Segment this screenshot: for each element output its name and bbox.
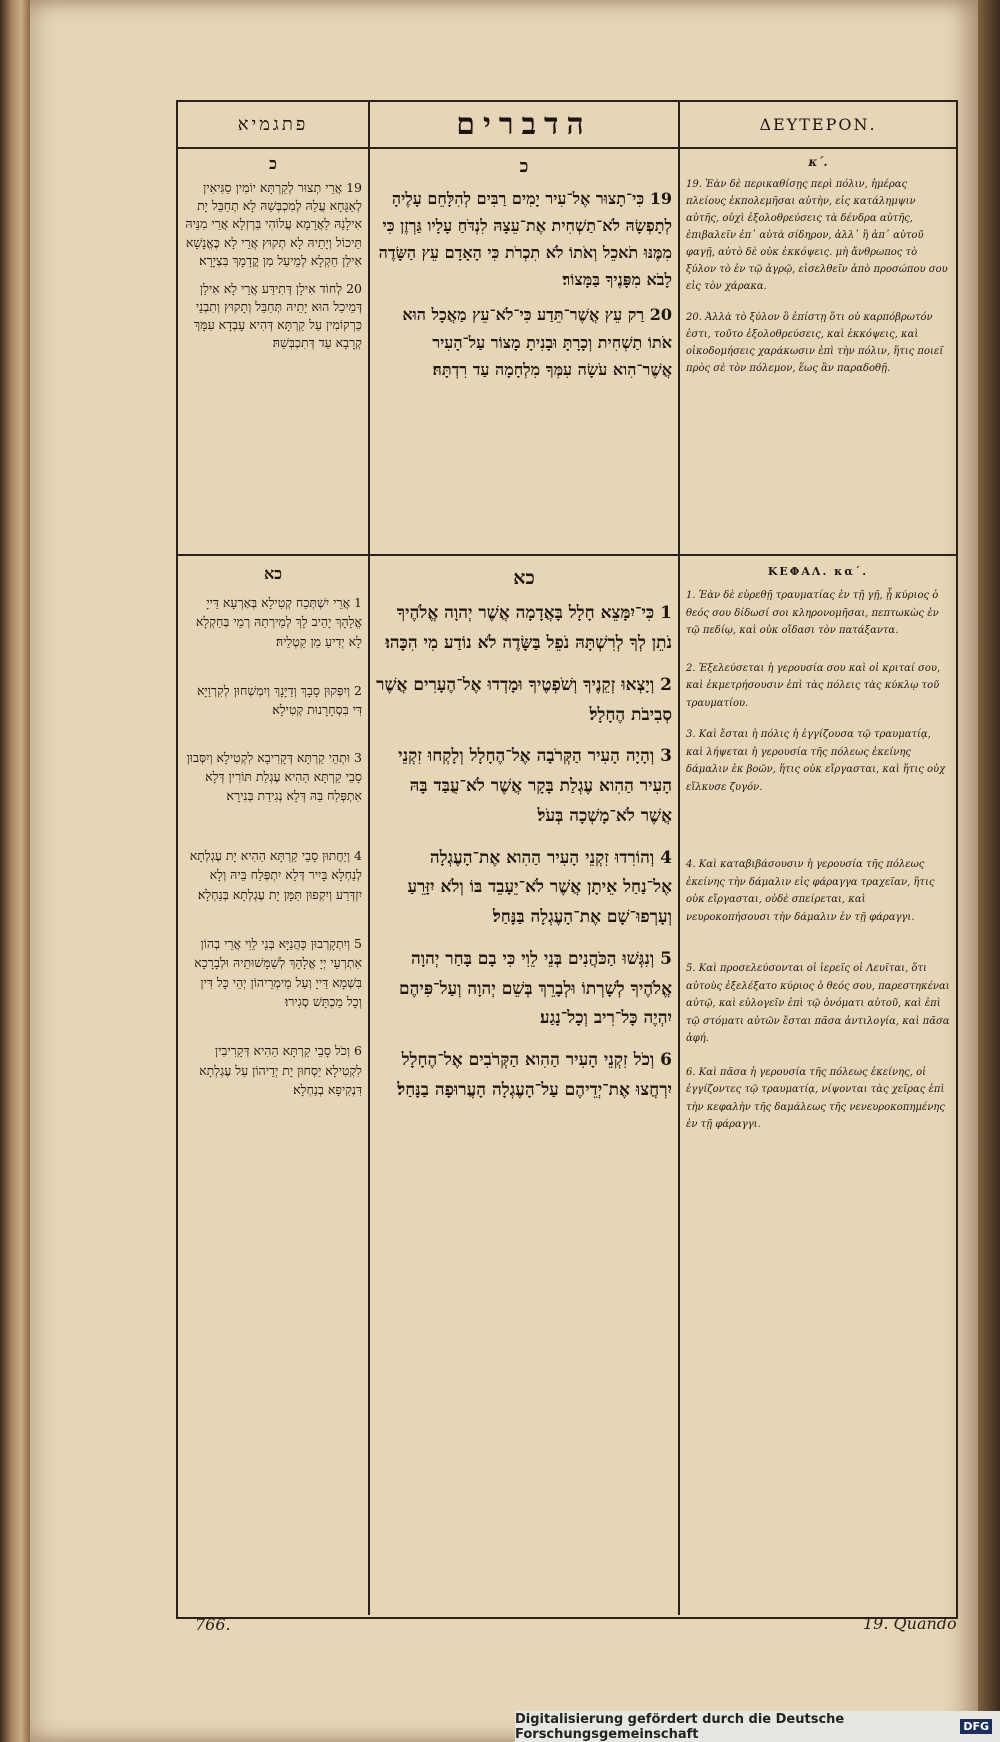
chapter-number: כא — [513, 567, 535, 589]
digitization-credit — [515, 1711, 1000, 1742]
greek-verse: 5. Καὶ προσελεύσονται οἱ ἱερεῖς οἱ Λευῖται, ὅτι αὐτοὺς ἐξελέξατο κύριος ὁ θεός σου, παρεστηκέναι αὐτῷ, καὶ εὐλογεῖν ἐπὶ τῷ ὀνόματι αὐτοῦ, καὶ ἐπὶ τῷ στόματι αὐτῶν ἔσται πᾶσα ἀντιλογία, καὶ πᾶσα ἁφή. — [686, 963, 950, 1045]
chapter-number: כא — [263, 564, 283, 583]
hebrew-chapter-21 — [376, 562, 672, 1610]
greek-header — [680, 102, 956, 149]
hebrew-verse: 19 כִּי־תָצוּר אֶל־עִיר יָמִים רַבִּים לְהִלָּחֵם עָלֶיהָ לְתָפְשָׂהּ לֹא־תַשְׁחִית אֶת־עֵצָהּ לִנְדֹּחַ עָלָיו גַּרְזֶן כִּי מִמֶּנּוּ תֹאכֵל וְאֹתוֹ לֹא תִכְרֹת כִּי הָאָדָם עֵץ הַשָּׂדֶה לָבֹא מִפָּנֶיךָ בַּמָּצוֹר׃ — [378, 188, 672, 290]
catchword: 19. Quando — [863, 1614, 957, 1633]
dfg-logo: DFG — [960, 1719, 992, 1734]
hebrew-header — [370, 102, 678, 149]
targum-verse: 3 וּתְהֵי קַרְתָּא דְּקָרִיבָא לִקְטִילָא וְיִסְּבוּן סָבֵי קַרְתָּא הַהִיא עֶגְלַת תּוֹרִין דְּלָא אִתְפְּלַח בַּהּ דְּלָא נְגִידַת בְּנִירָא׃ — [186, 749, 362, 804]
targum-verse: 1 אֲרֵי יִשְׁתְּכַח קְטִילָא בְּאַרְעָא דַּייָ אֱלָהָךְ יָהֵיב לָךְ לְמֵירְתַהּ רְמֵי בְּחַקְלָא לָא יְדִיעַ מַן קַטְלֵיהּ׃ — [195, 594, 362, 649]
hebrew-chapter-20 — [376, 152, 672, 550]
adjacent-page-edge — [978, 0, 1000, 1742]
chapter-divider — [178, 554, 956, 556]
greek-header-text: ΔΕΥΤΕΡΟΝ. — [759, 115, 877, 134]
targum-header — [178, 102, 368, 149]
targum-header-text: פתגמיא — [237, 114, 309, 135]
greek-verse: 1. Ἐὰν δὲ εὑρεθῇ τραυματίας ἐν τῇ γῇ, ᾗ κύριος ὁ θεός σου δίδωσί σοι κληρονομῆσαι, πεπτωκὼς ἐν τῷ πεδίῳ, καὶ οὐκ οἴδασι τὸν πατάξαντα. — [686, 590, 939, 637]
greek-verse: 2. Ἐξελεύσεται ἡ γερουσία σου καὶ οἱ κριταί σου, καὶ ἐκμετρήσουσιν ἐπὶ τὰς πόλεις τὰς κύκλῳ τοῦ τραυματίου. — [686, 662, 941, 709]
hebrew-verse: 20 רַק עֵץ אֲשֶׁר־תֵּדַע כִּי־לֹא־עֵץ מַאֲכָל הוּא אֹתוֹ תַשְׁחִית וְכָרָתָּ וּבָנִיתָ מָצוֹר עַל־הָעִיר אֲשֶׁר־הִוא עֹשָׂה עִמְּךָ מִלְחָמָה עַד רִדְתָּהּ׃ — [402, 305, 672, 379]
chapter-number: כ — [519, 156, 529, 177]
chapter-number: כ — [269, 154, 277, 173]
hebrew-verse: 2 וְיָצְאוּ זְקֵנֶיךָ וְשֹׁפְטֶיךָ וּמָדְדוּ אֶל־הֶעָרִים אֲשֶׁר סְבִיבֹת הֶחָלָל׃ — [376, 674, 672, 725]
targum-verse: 2 וְיִפְּקוּן סָבָךְ וְדַיָּנָךְ וְיִמְשְׁחוּן לְקִרְוַיָּא דִּי בִּסְחָרָנוּת קְטִילָא׃ — [196, 682, 362, 718]
targum-verse: 4 וְיַחֲתוּן סָבֵי קַרְתָּא הַהִיא יָת עֶגְלְתָא לְנַחְלָא בָּיִיר דְּלָא יִתְפְּלַח בֵּיהּ וְלָא יִזְדְּרַע וְיִקְפוּן תַּמָּן יָת עֶגְלְתָא בְּנַחְלָא׃ — [189, 847, 362, 902]
targum-verse: 19 אֲרֵי תְצוּר לְקַרְתָּא יוֹמִין סַגִּיאִין לְאַגָּחָא עֲלַהּ לְמִכְבְּשַׁהּ לָא תְחַבֵּל יָת אִילָנַהּ לַאֲרָמָא עֲלוֹהִי בַּרְזְלָא אֲרֵי מִנֵּיהּ תֵּיכוֹל וְיָתֵיהּ לָא תְקוּץ אֲרֵי לָא כֶּאֱנָשָׁא אִילַן חַקְלָא לְמֵיעַל מִן קֳדָמָךְ בִּצְיָרָא׃ — [185, 180, 362, 268]
greek-verse: 4. Καὶ καταβιβάσουσιν ἡ γερουσία τῆς πόλεως ἐκείνης τὴν δάμαλιν εἰς φάραγγα τραχεῖαν, ἥτις οὐκ εἴργασται, οὐδὲ σπείρεται, καὶ νευροκοπήσουσι τὴν δάμαλιν ἐν τῇ φάραγγι. — [686, 859, 935, 923]
greek-chapter-21 — [686, 562, 950, 1610]
targum-chapter-21 — [184, 562, 362, 1610]
hebrew-verse: 3 וְהָיָה הָעִיר הַקְּרֹבָה אֶל־הֶחָלָל וְלָקְחוּ זִקְנֵי הָעִיר הַהִוא עֶגְלַת בָּקָר אֲשֶׁר לֹא־עֻבַּד בָּהּ אֲשֶׁר לֹא־מָשְׁכָה בְּעֹל׃ — [398, 746, 672, 826]
greek-verse: 19. Ἐὰν δὲ περικαθίσῃς περὶ πόλιν, ἡμέρας πλείους ἐκπολεμῆσαι αὐτὴν, εἰς κατάλημψιν αὐτῆς, οὐχὶ ἐξολοθρεύσεις τὰ δένδρα αὐτῆς, ἐπιβαλεῖν ἐπ᾽ αὐτὰ σίδηρον, ἀλλ᾽ ἢ ἀπ᾽ αὐτοῦ φαγῇ, αὐτὸ δὲ οὐκ ἐκκόψεις. μὴ ἄνθρωπος τὸ ξύλον τὸ ἐν τῷ ἀγρῷ, εἰσελθεῖν ἀπὸ προσώπου σου εἰς τὸν χάρακα. — [686, 179, 948, 293]
targum-chapter-20 — [184, 152, 362, 550]
targum-verse: 20 לְחוֹד אִילָן דְּתִידַּע אֲרֵי לָא אִילַן דְּמֵיכַל הוּא יָתֵיהּ תְּחַבֵּל וְתָקוּץ וְתִבְנֵי כַּרְקוֹמִין עַל קַרְתָּא דְּהִיא עָבְדָא עִמָּךְ קְרָבָא עַד דְּתִכְבְּשַׁהּ׃ — [194, 280, 362, 351]
hebrew-verse: 4 וְהוֹרִדוּ זִקְנֵי הָעִיר הַהִוא אֶת־הָעֶגְלָה אֶל־נַחַל אֵיתָן אֲשֶׁר לֹא־יֵעָבֵד בּוֹ וְלֹא יִזָּרֵעַ וְעָרְפוּ־שָׁם אֶת־הָעֶגְלָה בַּנָּחַל׃ — [407, 847, 672, 927]
chapter-number: κ΄. — [808, 155, 828, 169]
chapter-number: ΚΕΦΑΛ. κα΄. — [767, 565, 869, 578]
text-frame — [176, 100, 958, 1619]
hebrew-verse: 6 וְכֹל זִקְנֵי הָעִיר הַהִוא הַקְּרֹבִים אֶל־הֶחָלָל יִרְחֲצוּ אֶת־יְדֵיהֶם עַל־הָעֶגְלָה הָעֲרוּפָה בַנָּחַל׃ — [397, 1050, 672, 1100]
targum-verse: 6 וְכֹל סָבֵי קַרְתָּא הַהִיא דְּקָרִיבִין לִקְטִילָא יַסְחוּן יָת יְדֵיהוֹן עַל עֶגְלְתָא דִּנְקִיפָא בְנַחְלָא׃ — [199, 1043, 362, 1098]
hebrew-verse: 5 וְנִגְּשׁוּ הַכֹּהֲנִים בְּנֵי לֵוִי כִּי בָם בָּחַר יְהוָה אֱלֹהֶיךָ לְשָׁרְתוֹ וּלְבָרֵךְ בְּשֵׁם יְהוָה וְעַל־פִּיהֶם יִהְיֶה כָּל־רִיב וְכָל־נָגַע׃ — [398, 948, 672, 1029]
credit-text: Digitalisierung gefördert durch die Deutsche Forschungsgemeinschaft — [515, 1711, 845, 1742]
greek-chapter-20 — [686, 152, 950, 550]
greek-verse: 6. Καὶ πᾶσα ἡ γερουσία τῆς πόλεως ἐκείνης, οἱ ἐγγίζοντες τῷ τραυματίᾳ, νίψονται τὰς χεῖρας ἐπὶ τὴν κεφαλὴν τῆς δαμάλεως τῆς νενευροκοπημένης ἐν τῇ φάραγγι. — [686, 1066, 945, 1131]
hebrew-verse: 1 כִּי־יִמָּצֵא חָלָל בָּאֲדָמָה אֲשֶׁר יְהוָה אֱלֹהֶיךָ נֹתֵן לְךָ לְרִשְׁתָּהּ נֹפֵל בַּשָּׂדֶה לֹא נוֹדַע מִי הִכָּהוּ׃ — [385, 603, 672, 653]
book-page-edge — [0, 0, 30, 1742]
greek-verse: 3. Καὶ ἔσται ἡ πόλις ἡ ἐγγίζουσα τῷ τραυματίᾳ, καὶ λήψεται ἡ γερουσία τῆς πόλεως ἐκείνης δάμαλιν ἐκ βοῶν, ἥτις οὐκ εἴργασται, καὶ ἥτις οὐχ εἵλκυσε ζυγόν. — [686, 729, 946, 793]
column-divider-left — [368, 102, 370, 1615]
column-divider-right — [678, 102, 680, 1615]
targum-verse: 5 וְיִתְקָרְבוּן כָּהֲנַיָּא בְּנֵי לֵוִי אֲרֵי בְהוֹן אִתְרְעֵי יְיָ אֱלָהָךְ לְשַׁמָּשׁוּתֵיהּ וּלְבָרָכָא בִּשְׁמָא דַּייָ וְעַל מֵימְרֵיהוֹן יְהֵי כָּל דִּין וְכָל מַכְתָּשׁ סְגִירוּ׃ — [194, 935, 362, 1010]
hebrew-header-text: הדברים — [456, 107, 592, 142]
greek-verse: 20. Ἀλλὰ τὸ ξύλον ὃ ἐπίστῃ ὅτι οὐ καρπόβρωτόν ἐστι, τοῦτο ἐξολοθρεύσεις, καὶ ἐκκόψεις, καὶ οἰκοδομήσεις χαράκωσιν ἐπὶ τὴν πόλιν, ἥτις ποιεῖ πρὸς σὲ τὸν πόλεμον, ἕως ἂν παραδοθῇ. — [686, 312, 944, 375]
page-number: 766. — [195, 1615, 231, 1634]
